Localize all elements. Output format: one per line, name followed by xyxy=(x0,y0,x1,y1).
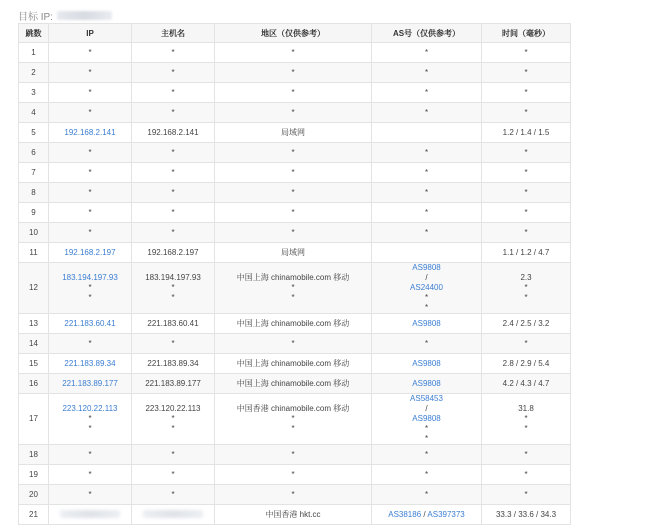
cell-ip xyxy=(49,223,132,243)
cell-as xyxy=(372,243,482,263)
ip-link[interactable]: 221.183.89.34 xyxy=(64,359,116,368)
cell-main xyxy=(372,263,481,293)
cell-stack xyxy=(215,404,371,434)
cell-hop: 18 xyxy=(19,445,49,465)
cell-hop: 3 xyxy=(19,83,49,103)
table-row xyxy=(19,334,571,354)
cell-ip[interactable] xyxy=(49,263,132,314)
cell-hop: 20 xyxy=(19,485,49,505)
table-row xyxy=(19,163,571,183)
cell-hop: 9 xyxy=(19,203,49,223)
cell-stack xyxy=(372,394,481,444)
cell-region: * xyxy=(215,223,372,243)
cell-extra-star: * xyxy=(291,293,295,302)
cell-ip[interactable] xyxy=(49,374,132,394)
cell-region: 中国上海 chinamobile.com 移动 xyxy=(215,374,372,394)
cell-hostname: * xyxy=(132,103,215,123)
cell-region: * xyxy=(215,183,372,203)
cell-as xyxy=(372,485,482,505)
cell-time: 33.3 / 33.6 / 34.3 xyxy=(482,505,571,525)
cell-hostname: * xyxy=(132,143,215,163)
cell-stack xyxy=(482,404,570,434)
cell-hostname: 221.183.89.34 xyxy=(132,354,215,374)
target-ip-label xyxy=(18,8,112,22)
cell-time: * xyxy=(482,485,571,505)
cell-hop: 15 xyxy=(19,354,49,374)
cell-time: * xyxy=(482,43,571,63)
cell-main: 223.120.22.113 xyxy=(62,404,118,413)
cell-extra-star: * xyxy=(171,414,175,423)
ip-link: * xyxy=(88,339,92,348)
cell-hostname: 192.168.2.197 xyxy=(132,243,215,263)
cell-as xyxy=(372,394,482,445)
header-as: AS号（仅供参考） xyxy=(372,24,482,43)
cell-region: * xyxy=(215,103,372,123)
cell-extra-star: * xyxy=(424,434,429,443)
cell-extra-star: * xyxy=(524,293,528,302)
ip-link: * xyxy=(88,108,92,117)
cell-time: * xyxy=(482,143,571,163)
ip-link: * xyxy=(88,450,92,459)
as-star: * xyxy=(424,490,429,499)
as-link[interactable]: AS397373 xyxy=(427,510,465,519)
cell-extra-star: * xyxy=(424,293,429,302)
as-star: * xyxy=(424,450,429,459)
as-link[interactable]: AS9808 xyxy=(412,319,441,328)
as-star: * xyxy=(424,168,429,177)
cell-extra-star: * xyxy=(171,293,175,302)
ip-link: * xyxy=(88,208,92,217)
cell-time xyxy=(482,263,571,314)
cell-as xyxy=(372,183,482,203)
cell-main: 中国上海 chinamobile.com 移动 xyxy=(236,273,350,282)
cell-region xyxy=(215,263,372,314)
ip-link: * xyxy=(88,168,92,177)
cell-hop: 6 xyxy=(19,143,49,163)
cell-as xyxy=(372,143,482,163)
ip-link[interactable]: 221.183.89.177 xyxy=(62,379,118,388)
cell-ip xyxy=(49,203,132,223)
cell-hop: 12 xyxy=(19,263,49,314)
cell-ip xyxy=(49,485,132,505)
cell-time: * xyxy=(482,83,571,103)
cell-hop: 14 xyxy=(19,334,49,354)
as-link[interactable]: AS9808 xyxy=(412,263,441,272)
cell-hostname: * xyxy=(132,445,215,465)
as-star: * xyxy=(424,88,429,97)
table-row xyxy=(19,83,571,103)
cell-stack xyxy=(482,273,570,303)
as-star: * xyxy=(424,68,429,77)
table-row xyxy=(19,445,571,465)
cell-as xyxy=(372,223,482,243)
cell-hop: 10 xyxy=(19,223,49,243)
cell-time: * xyxy=(482,183,571,203)
header-hostname: 主机名 xyxy=(132,24,215,43)
redacted-ip xyxy=(60,510,120,518)
header-region: 地区（仅供参考） xyxy=(215,24,372,43)
cell-main xyxy=(372,394,481,424)
cell-region: * xyxy=(215,83,372,103)
cell-extra-star: * xyxy=(88,414,92,423)
as-link[interactable]: AS38186 xyxy=(388,510,422,519)
cell-main: 223.120.22.113 xyxy=(145,404,201,413)
header-hop: 跳数 xyxy=(19,24,49,43)
cell-hop: 5 xyxy=(19,123,49,143)
table-row xyxy=(19,143,571,163)
cell-as xyxy=(372,123,482,143)
cell-extra-star: * xyxy=(524,283,528,292)
cell-hostname xyxy=(132,394,215,445)
cell-as xyxy=(372,505,482,525)
cell-hop: 8 xyxy=(19,183,49,203)
cell-region: 中国香港 hkt.cc xyxy=(215,505,372,525)
cell-hostname: * xyxy=(132,465,215,485)
redacted-hostname xyxy=(143,510,203,518)
cell-ip xyxy=(49,163,132,183)
table-header-row xyxy=(19,24,571,43)
cell-time: * xyxy=(482,163,571,183)
cell-hop: 4 xyxy=(19,103,49,123)
as-link[interactable]: AS9808 xyxy=(412,379,441,388)
cell-extra-star: * xyxy=(88,293,92,302)
cell-hop: 2 xyxy=(19,63,49,83)
cell-hostname: 221.183.89.177 xyxy=(132,374,215,394)
header-time: 时间（毫秒） xyxy=(482,24,571,43)
cell-stack xyxy=(132,273,214,303)
cell-hostname xyxy=(132,263,215,314)
cell-ip xyxy=(49,445,132,465)
as-link[interactable]: AS9808 xyxy=(412,359,441,368)
cell-main: 183.194.197.93 xyxy=(145,273,201,282)
cell-region: 中国上海 chinamobile.com 移动 xyxy=(215,354,372,374)
target-ip-redacted xyxy=(57,11,112,20)
cell-time: 1.2 / 1.4 / 1.5 xyxy=(482,123,571,143)
cell-region: * xyxy=(215,334,372,354)
cell-as xyxy=(372,83,482,103)
ip-link[interactable]: 192.168.2.197 xyxy=(64,248,116,257)
cell-time: * xyxy=(482,63,571,83)
as-star: * xyxy=(424,188,429,197)
as-star: * xyxy=(424,208,429,217)
table-row xyxy=(19,485,571,505)
cell-hop: 16 xyxy=(19,374,49,394)
cell-time: * xyxy=(482,203,571,223)
ip-link: * xyxy=(88,48,92,57)
cell-ip xyxy=(49,505,132,525)
as-star: * xyxy=(424,48,429,57)
table-row xyxy=(19,243,571,263)
ip-link: * xyxy=(88,470,92,479)
cell-hop: 21 xyxy=(19,505,49,525)
cell-ip[interactable] xyxy=(49,243,132,263)
target-ip-label-text: 目标 IP: xyxy=(18,11,54,23)
cell-region: * xyxy=(215,143,372,163)
traceroute-table xyxy=(18,23,571,525)
cell-stack xyxy=(49,404,131,434)
cell-hop: 1 xyxy=(19,43,49,63)
cell-ip xyxy=(49,143,132,163)
cell-extra-star: * xyxy=(524,414,528,423)
cell-stack xyxy=(49,273,131,303)
cell-as xyxy=(372,163,482,183)
cell-ip xyxy=(49,103,132,123)
table-row xyxy=(19,223,571,243)
as-separator: / xyxy=(425,273,428,282)
cell-ip xyxy=(49,183,132,203)
cell-as xyxy=(372,374,482,394)
cell-region: * xyxy=(215,485,372,505)
cell-extra-star: * xyxy=(171,424,175,433)
cell-hop: 7 xyxy=(19,163,49,183)
ip-link: * xyxy=(88,490,92,499)
table-row xyxy=(19,43,571,63)
cell-ip[interactable] xyxy=(49,394,132,445)
table-row xyxy=(19,123,571,143)
cell-ip[interactable] xyxy=(49,354,132,374)
cell-as xyxy=(372,465,482,485)
cell-hostname: * xyxy=(132,485,215,505)
cell-hostname: * xyxy=(132,203,215,223)
cell-main: 31.8 xyxy=(518,404,534,413)
cell-extra-star: * xyxy=(291,414,295,423)
cell-region: * xyxy=(215,465,372,485)
cell-as xyxy=(372,203,482,223)
cell-time: 2.8 / 2.9 / 5.4 xyxy=(482,354,571,374)
cell-time: 1.1 / 1.2 / 4.7 xyxy=(482,243,571,263)
cell-region: * xyxy=(215,445,372,465)
as-link[interactable]: AS24400 xyxy=(410,283,443,292)
ip-link: * xyxy=(88,68,92,77)
as-star: * xyxy=(424,228,429,237)
table-row xyxy=(19,374,571,394)
cell-hostname: * xyxy=(132,63,215,83)
cell-ip xyxy=(49,63,132,83)
cell-region: 局域网 xyxy=(215,243,372,263)
as-link[interactable]: AS58453 xyxy=(410,394,443,403)
cell-hostname: 221.183.60.41 xyxy=(132,314,215,334)
cell-as xyxy=(372,263,482,314)
cell-region: * xyxy=(215,203,372,223)
cell-hostname xyxy=(132,505,215,525)
cell-extra-star: * xyxy=(291,283,295,292)
cell-time: * xyxy=(482,445,571,465)
cell-hop: 11 xyxy=(19,243,49,263)
cell-region: * xyxy=(215,43,372,63)
cell-ip xyxy=(49,465,132,485)
cell-hostname: * xyxy=(132,43,215,63)
cell-ip[interactable] xyxy=(49,314,132,334)
cell-time: * xyxy=(482,465,571,485)
cell-region: * xyxy=(215,163,372,183)
cell-region: 局域网 xyxy=(215,123,372,143)
cell-hostname: * xyxy=(132,223,215,243)
table-row xyxy=(19,103,571,123)
cell-stack xyxy=(132,404,214,434)
as-star: * xyxy=(424,339,429,348)
cell-main: 2.3 xyxy=(520,273,532,282)
cell-ip xyxy=(49,83,132,103)
table-row xyxy=(19,63,571,83)
ip-link: * xyxy=(88,228,92,237)
as-separator: / xyxy=(425,404,428,413)
ip-link: * xyxy=(88,148,92,157)
cell-region: 中国上海 chinamobile.com 移动 xyxy=(215,314,372,334)
table-row xyxy=(19,354,571,374)
ip-link: * xyxy=(88,188,92,197)
cell-hostname: 192.168.2.141 xyxy=(132,123,215,143)
as-star: * xyxy=(424,148,429,157)
cell-ip xyxy=(49,43,132,63)
cell-hostname: * xyxy=(132,83,215,103)
table-row xyxy=(19,394,571,445)
cell-extra-star: * xyxy=(424,303,429,312)
cell-time: 4.2 / 4.3 / 4.7 xyxy=(482,374,571,394)
ip-link[interactable]: 221.183.60.41 xyxy=(64,319,116,328)
cell-time: * xyxy=(482,223,571,243)
cell-region xyxy=(215,394,372,445)
table-row xyxy=(19,465,571,485)
as-link[interactable]: AS9808 xyxy=(412,414,441,423)
cell-as xyxy=(372,103,482,123)
cell-time xyxy=(482,394,571,445)
as-separator: / xyxy=(421,510,428,519)
cell-time: * xyxy=(482,334,571,354)
cell-time: 2.4 / 2.5 / 3.2 xyxy=(482,314,571,334)
cell-extra-star: * xyxy=(291,424,295,433)
cell-extra-star: * xyxy=(171,283,175,292)
table-row xyxy=(19,203,571,223)
cell-as xyxy=(372,314,482,334)
as-star: * xyxy=(424,470,429,479)
cell-as xyxy=(372,445,482,465)
cell-hostname: * xyxy=(132,334,215,354)
cell-ip xyxy=(49,334,132,354)
table-row xyxy=(19,263,571,314)
cell-time: * xyxy=(482,103,571,123)
cell-ip[interactable] xyxy=(49,123,132,143)
cell-stack xyxy=(372,263,481,313)
cell-hop: 19 xyxy=(19,465,49,485)
cell-extra-star: * xyxy=(88,283,92,292)
cell-as xyxy=(372,334,482,354)
cell-stack xyxy=(215,273,371,303)
cell-hop: 13 xyxy=(19,314,49,334)
ip-link: * xyxy=(88,88,92,97)
cell-extra-star: * xyxy=(88,424,92,433)
cell-as xyxy=(372,63,482,83)
cell-as xyxy=(372,43,482,63)
ip-link[interactable]: 192.168.2.141 xyxy=(64,128,116,137)
header-ip: IP xyxy=(49,24,132,43)
cell-hostname: * xyxy=(132,183,215,203)
cell-extra-star: * xyxy=(424,424,429,433)
cell-hop: 17 xyxy=(19,394,49,445)
cell-main: 183.194.197.93 xyxy=(62,273,118,282)
cell-region: * xyxy=(215,63,372,83)
cell-as xyxy=(372,354,482,374)
as-star: * xyxy=(424,108,429,117)
table-row xyxy=(19,505,571,525)
table-row xyxy=(19,183,571,203)
cell-extra-star: * xyxy=(524,424,528,433)
cell-hostname: * xyxy=(132,163,215,183)
table-row xyxy=(19,314,571,334)
cell-main: 中国香港 chinamobile.com 移动 xyxy=(236,404,350,413)
